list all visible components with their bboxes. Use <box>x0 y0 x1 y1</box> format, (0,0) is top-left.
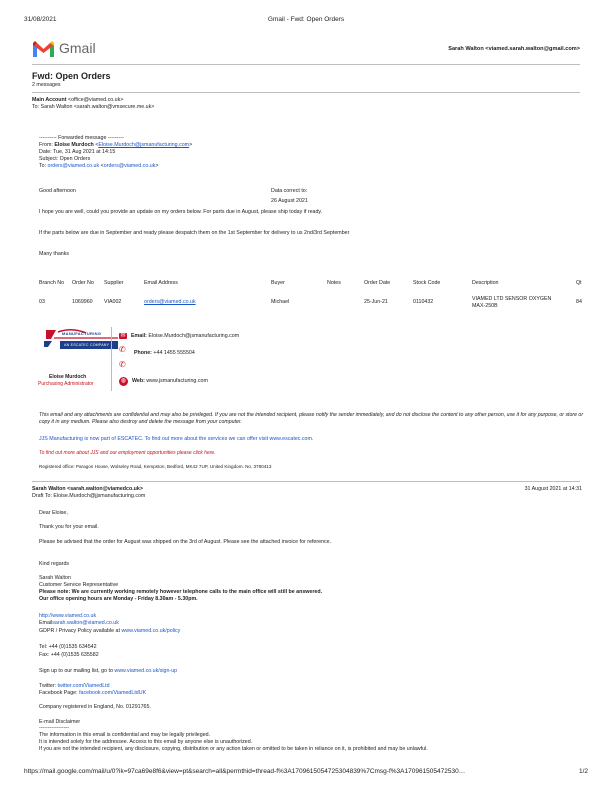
fwd-to-email-link-2[interactable]: orders@viamed.co.uk <box>103 163 156 169</box>
message1-from-name: Main Account <box>32 97 67 103</box>
header-divider <box>32 64 580 65</box>
col-order-date: Order Date <box>364 280 391 286</box>
sig-role: Purchasing Administrator <box>38 381 94 387</box>
m2-email-line <box>39 620 119 627</box>
jjs-logo <box>42 327 122 353</box>
cell-order-date: 25-Jun-21 <box>364 299 388 305</box>
registered-office: Registered office: Paragon House, Wolseley Road, Kempston, Bedford, MK42 7UP, United Kingdom. No. 3780413 <box>39 464 272 469</box>
globe-icon: ◍ <box>119 377 128 386</box>
sig-email-label: Email: <box>131 333 147 339</box>
col-notes: Notes <box>327 280 341 286</box>
col-qty: Qt <box>576 280 582 286</box>
m2-facebook-label: Facebook Page: <box>39 690 80 696</box>
m2-twitter-link[interactable]: twitter.com/ViamedLtd <box>57 683 110 689</box>
body-para1: I hope you are well, could you provide an update on my orders below. For parts due in August, please ship today if ready. <box>39 209 323 215</box>
m2-gdpr-line <box>39 628 180 635</box>
cell-description-line1: VIAMED LTD SENSOR OXYGEN <box>472 296 552 302</box>
m2-signup-label: Sign up to our mailing list, go to <box>39 668 115 674</box>
m2-facebook-line <box>39 690 146 697</box>
col-description: Description <box>472 280 499 286</box>
cell-email-link[interactable]: orders@viamed.co.uk <box>144 299 196 305</box>
message1-from <box>32 97 123 104</box>
phone-icon: ✆ <box>119 345 126 354</box>
fwd-to-email-link[interactable]: orders@viamed.co.uk <box>47 163 100 169</box>
m2-disclaimer-3: If you are not the intended recipient, any disclosure, copying, distribution or any action taken or omitted to be taken in reliance on it, is prohibited and may be unlawful. <box>39 746 428 752</box>
m2-role: Customer Service Representative <box>39 582 119 588</box>
m2-disclaimer-rule: ----------------- <box>39 725 69 731</box>
jobs-line[interactable]: To find out more about JJS and our employment opportunities please click here. <box>39 450 216 456</box>
envelope-icon: ✉ <box>120 332 126 339</box>
confidentiality-disclaimer: This email and any attachments are confidential and may also be privileged. If you are not the intended recipient, please notify the sender immediately, and do not disclose the content to any other person, use it for any purpose, or store or copy it in any medium. Please also destroy and delete the message from your computer. <box>39 412 584 425</box>
thanks-line: Many thanks <box>39 251 70 257</box>
sig-phone-label: Phone: <box>134 350 152 356</box>
jjs-logo-bottom-text: AN ESCATEC COMPANY <box>64 342 110 347</box>
phone-icon-2: ✆ <box>119 360 126 369</box>
col-order-no: Order No <box>72 280 94 286</box>
m2-kind-regards: Kind regards <box>39 561 70 567</box>
m2-thanks: Thank you for your email. <box>39 524 99 530</box>
data-correct-date: 26 August 2021 <box>271 198 308 204</box>
m2-facebook-link[interactable]: facebook.com/ViamedLtdUK <box>79 690 147 696</box>
cell-stock-code: 0110432 <box>413 299 434 305</box>
fwd-subject: Subject: Open Orders <box>39 156 91 162</box>
escatec-line[interactable]: JJS Manufacturing is now part of ESCATEC. To find out more about the services we can offer visit www.escatec.com. <box>39 436 314 442</box>
gmail-logo-text: Gmail <box>59 40 96 56</box>
col-email: Email Address <box>144 280 178 286</box>
fwd-to <box>39 163 158 170</box>
message1-from-email: <office@viamed.co.uk> <box>66 97 124 103</box>
cell-branch: 03 <box>39 299 45 305</box>
fwd-from-gt: > <box>189 142 193 148</box>
cell-qty: 84 <box>576 299 582 305</box>
print-title: Gmail - Fwd: Open Orders <box>267 16 345 23</box>
col-branch-no: Branch No <box>39 280 65 286</box>
cell-order: 1069960 <box>72 299 93 305</box>
fwd-from-label: From: <box>39 142 55 148</box>
m2-disclaimer-1: The information in this email is confidential and may be legally privileged. <box>39 732 211 738</box>
orders-table-header <box>0 280 612 288</box>
fwd-to-mid: < <box>99 163 104 169</box>
m2-tel: Tel: +44 (0)1535 634542 <box>39 644 97 650</box>
m2-twitter-label: Twitter: <box>39 683 58 689</box>
m2-name: Sarah Walton <box>39 575 71 581</box>
message2-draft-to: Draft To: Eloise.Murdoch@jjsmanufacturing.com <box>32 493 146 499</box>
m2-gdpr-label: GDPR / Privacy Policy available at <box>39 628 122 634</box>
gmail-logo <box>33 40 96 58</box>
cell-supplier: VIA002 <box>104 299 122 305</box>
m2-note1: Please note: We are currently working remotely however telephone calls to the main office will still be answered. <box>39 589 323 595</box>
print-date: 31/08/2021 <box>24 16 57 23</box>
m2-site-link[interactable]: http://www.viamed.co.uk <box>39 613 97 619</box>
jjs-logo-top-text: MANUFACTURING <box>62 331 102 336</box>
col-buyer: Buyer <box>271 280 285 286</box>
message-divider <box>32 481 580 482</box>
sig-email: Eloise.Murdoch@jsmanufacturing.com <box>146 333 240 339</box>
m2-signup-line <box>39 668 177 675</box>
m2-fax: Fax: +44 (0)1535 635582 <box>39 652 99 658</box>
fwd-date: Date: Tue, 31 Aug 2021 at 14:15 <box>39 149 116 155</box>
fwd-from-name: Eloise Murdoch <box>54 142 94 148</box>
m2-email-label: Email <box>39 620 53 626</box>
sig-divider <box>111 327 112 391</box>
m2-company: Company registered in England, No. 01291765. <box>39 704 151 710</box>
sig-name: Eloise Murdoch <box>49 374 87 380</box>
forwarded-marker: ---------- Forwarded message --------- <box>39 135 124 141</box>
m2-email-link[interactable]: sarah.walton@viamed.co.uk <box>52 620 119 626</box>
cell-description-line2: MAX-250B <box>472 303 498 309</box>
m2-disclaimer-title: E-mail Disclaimer <box>39 719 81 725</box>
thread-subject: Fwd: Open Orders <box>32 71 111 81</box>
message-count: 2 messages <box>32 82 61 88</box>
fwd-from-lt: < <box>93 142 99 148</box>
col-supplier: Supplier <box>104 280 124 286</box>
m2-gdpr-link[interactable]: www.viamed.co.uk/policy <box>121 628 181 634</box>
sig-web-label: Web: <box>132 378 145 385</box>
sig-phone-row <box>134 350 195 357</box>
fwd-to-end: > <box>155 163 159 169</box>
account-email: Sarah Walton <viamed.sarah.walton@gmail.com> <box>448 46 580 52</box>
m2-signup-link[interactable]: www.viamed.co.uk/sign-up <box>114 668 178 674</box>
m2-disclaimer-2: It is intended solely for the addressee. Access to this email by anyone else is unauthorized. <box>39 739 253 745</box>
message2-timestamp: 31 August 2021 at 14:31 <box>524 486 582 492</box>
cell-buyer: Michael <box>271 299 290 305</box>
sig-email-row <box>119 333 239 340</box>
m2-dear: Dear Eloise, <box>39 510 68 516</box>
body-para2: If the parts below are due in September and ready please despatch them on the 1st September for delivery to us 2nd/3rd September <box>39 230 350 236</box>
print-page: 1/2 <box>578 768 588 775</box>
print-url: https://mail.google.com/mail/u/0?ik=97ca69e8f6&view=pt&search=all&permthid=thread-f%3A1709615054725304839%7Cmsg-f%3A170961505472530… <box>24 768 466 775</box>
sig-web: www.jsmanufacturing.com <box>144 378 208 385</box>
sig-web-row <box>119 377 208 386</box>
message1-to: To: Sarah Walton <sarah.walton@vmsecure.me.uk> <box>32 104 155 110</box>
m2-para: Please be advised that the order for August was shipped on the 3rd of August. Please see the attached invoice for reference. <box>39 539 332 545</box>
col-stock-code: Stock Code <box>413 280 441 286</box>
gmail-m-icon <box>33 41 54 57</box>
table-row <box>0 296 612 315</box>
fwd-to-label: To: <box>39 163 48 169</box>
fwd-from <box>39 142 192 149</box>
sig-phone: +44 1455 555504 <box>151 350 195 356</box>
fwd-from-email-link[interactable]: Eloise.Murdoch@jsmanufacturing.com <box>98 142 190 148</box>
greeting: Good afternoon <box>39 188 76 194</box>
subject-divider <box>32 92 580 93</box>
data-correct-label: Data correct to: <box>271 188 308 194</box>
message2-from: Sarah Walton <sarah.walton@viamedco.uk> <box>32 486 143 492</box>
m2-twitter-line <box>39 683 110 690</box>
m2-note2: Our office opening hours are Monday - Friday 8.30am - 5.30pm. <box>39 596 198 602</box>
